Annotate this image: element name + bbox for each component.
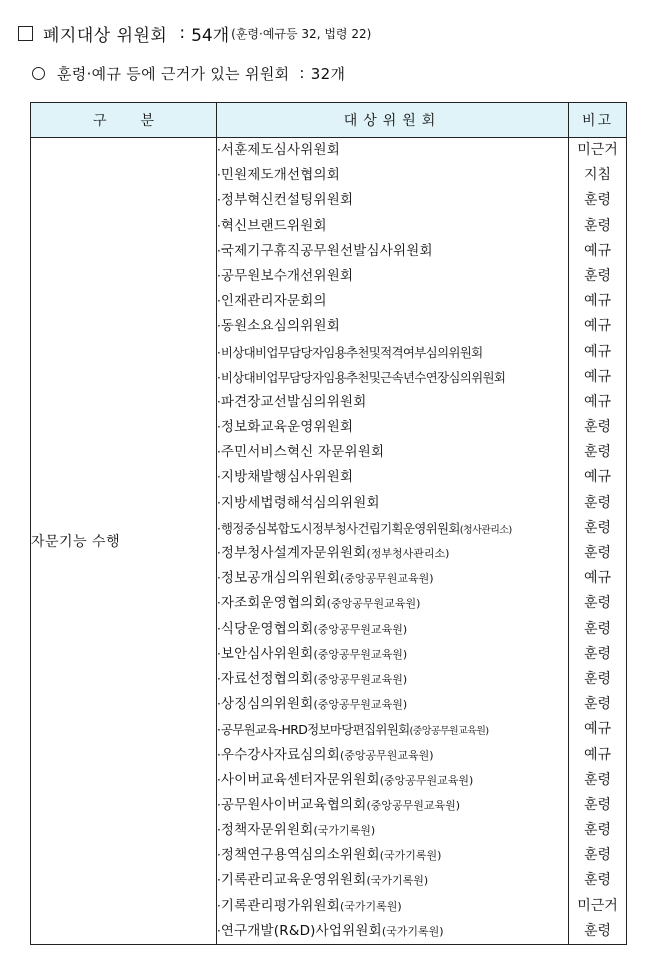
middle-dot-icon: ·	[217, 671, 221, 686]
list-item	[217, 214, 568, 239]
middle-dot-icon: ·	[217, 772, 221, 787]
section-title	[18, 20, 371, 46]
committee-name: 정책자문위원회	[220, 822, 314, 839]
committee-name: 정책연구용역심의소위원회	[220, 847, 380, 864]
list-item	[217, 642, 568, 667]
committee-name: 연구개발(R&D)사업위원회	[220, 922, 382, 939]
middle-dot-icon: ·	[217, 268, 221, 283]
committee-org: (중앙공무원교육원)	[326, 597, 421, 611]
committee-org: (중앙공무원교육원)	[313, 672, 408, 686]
list-item	[217, 440, 568, 465]
committee-org: (중앙공무원교육원)	[379, 773, 474, 787]
middle-dot-icon: ·	[217, 747, 221, 762]
note-cell: 예규	[583, 343, 612, 360]
list-item	[217, 591, 568, 616]
committee-name: 동원소요심의위원회	[220, 318, 340, 335]
header-category	[31, 103, 217, 138]
committee-name: 비상대비업무담당자임용추천및근속년수연장심의위원회	[220, 369, 506, 385]
subsection-title	[32, 62, 345, 84]
committee-table	[30, 102, 627, 945]
note-cell: 훈령	[583, 822, 612, 839]
note-cell: 훈령	[583, 217, 612, 234]
list-item	[217, 743, 568, 768]
note-cell: 훈령	[583, 192, 612, 209]
subtitle-text: 훈령·예규 등에 근거가 있는 위원회	[57, 64, 290, 83]
list-item	[217, 465, 568, 490]
middle-dot-icon: ·	[217, 873, 221, 888]
list-item	[217, 340, 568, 365]
middle-dot-icon: ·	[217, 823, 221, 838]
committee-org: (국가기록원)	[313, 824, 376, 838]
committee-org: (중앙공무원교육원)	[313, 698, 408, 712]
middle-dot-icon: ·	[217, 394, 221, 409]
committee-org: (국가기록원)	[379, 849, 442, 863]
list-item	[217, 516, 568, 541]
table-header-row	[31, 103, 627, 138]
middle-dot-icon: ·	[217, 697, 221, 712]
middle-dot-icon: ·	[217, 143, 221, 157]
committee-org: (정부청사관리소)	[366, 547, 450, 560]
note-cell: 예규	[583, 746, 612, 763]
note-cell: 예규	[583, 242, 612, 259]
note-cell: 훈령	[583, 670, 612, 687]
committee-name: 파견장교선발심의위원회	[220, 393, 367, 410]
note-cell: 예규	[583, 318, 612, 335]
list-item	[217, 390, 568, 415]
list-item	[217, 289, 568, 314]
committee-org: (중앙공무원교육원)	[313, 647, 408, 661]
list-item	[217, 818, 568, 843]
note-cell: 예규	[583, 293, 612, 310]
middle-dot-icon: ·	[217, 470, 221, 485]
note-list	[569, 138, 627, 945]
note-cell: 훈령	[583, 922, 612, 939]
committee-name: 정부혁신컨설팅위원회	[220, 192, 354, 209]
list-item	[217, 163, 568, 188]
middle-dot-icon: ·	[217, 848, 221, 863]
middle-dot-icon: ·	[217, 797, 221, 812]
header-note: 비고	[569, 103, 627, 138]
note-cell: 훈령	[583, 847, 612, 864]
list-item	[217, 617, 568, 642]
committee-name: 비상대비업무담당자임용추천및적격여부심의위원회	[220, 344, 483, 360]
list-item	[217, 894, 568, 919]
middle-dot-icon: ·	[217, 193, 221, 208]
committee-name: 인재관리자문회의	[220, 293, 327, 310]
note-cell: 훈령	[583, 771, 612, 788]
list-item	[217, 415, 568, 440]
note-cell: 훈령	[583, 620, 612, 637]
middle-dot-icon: ·	[217, 495, 221, 510]
middle-dot-icon: ·	[217, 898, 221, 913]
list-item	[217, 667, 568, 692]
committee-name: 주민서비스혁신 자문위원회	[220, 444, 385, 461]
note-cell: 훈령	[583, 645, 612, 662]
table-row	[31, 138, 627, 945]
middle-dot-icon: ·	[217, 923, 221, 938]
note-cell: 훈령	[583, 419, 612, 436]
middle-dot-icon: ·	[217, 571, 221, 586]
note-cell: 훈령	[583, 267, 612, 284]
committee-name: 정보화교육운영위원회	[220, 419, 354, 436]
middle-dot-icon: ·	[217, 646, 221, 661]
committee-list	[217, 138, 569, 945]
list-item	[217, 793, 568, 818]
list-item	[217, 768, 568, 793]
note-cell: 미근거	[577, 142, 618, 158]
list-item	[217, 264, 568, 289]
checkbox-icon	[18, 26, 33, 41]
list-item	[217, 541, 568, 566]
list-item	[217, 365, 568, 390]
committee-org: (청사관리소)	[459, 524, 512, 536]
note-cell: 예규	[583, 368, 612, 385]
middle-dot-icon: ·	[217, 319, 221, 334]
committee-name: 자조회운영협의회	[220, 595, 327, 612]
title-count: 54개	[191, 25, 230, 46]
note-cell: 훈령	[583, 519, 612, 536]
category-cell: 자문기능 수행	[31, 138, 217, 945]
list-item	[217, 566, 568, 591]
committee-name: 상징심의위원회	[220, 696, 314, 713]
middle-dot-icon: ·	[217, 420, 221, 435]
committee-name: 식당운영협의회	[220, 620, 314, 637]
committee-name: 혁신브랜드위원회	[220, 217, 327, 234]
committee-org: (국가기록원)	[340, 899, 402, 913]
header-category-right: 분	[140, 113, 155, 129]
note-cell: 예규	[583, 393, 612, 410]
middle-dot-icon: ·	[217, 345, 221, 360]
committee-name: 국제기구휴직공무원선발심사위원회	[220, 242, 433, 259]
committee-name: 정보공개심의위원회	[220, 570, 340, 587]
list-item	[217, 314, 568, 339]
circle-bullet-icon	[32, 67, 45, 80]
middle-dot-icon: ·	[217, 370, 221, 385]
note-cell: 예규	[583, 469, 612, 486]
note-cell: 훈령	[583, 796, 612, 813]
committee-name: 기록관리교육운영위원회	[220, 872, 367, 889]
list-item	[217, 138, 568, 163]
list-item	[217, 692, 568, 717]
note-cell: 훈령	[583, 545, 612, 561]
middle-dot-icon: ·	[217, 445, 221, 460]
middle-dot-icon: ·	[217, 243, 221, 258]
list-item	[217, 717, 568, 742]
committee-org: (국가기록원)	[381, 924, 444, 938]
middle-dot-icon: ·	[217, 621, 221, 636]
list-item	[217, 843, 568, 868]
list-item	[217, 491, 568, 516]
note-cell: 예규	[583, 721, 612, 738]
note-cell: 예규	[583, 570, 612, 587]
note-cell: 지침	[583, 167, 612, 184]
note-cell: 미근거	[577, 897, 618, 914]
middle-dot-icon: ·	[217, 168, 221, 183]
list-item	[217, 919, 568, 944]
list-item	[217, 868, 568, 893]
note-cell: 훈령	[583, 444, 612, 461]
title-main: 폐지대상 위원회	[43, 25, 168, 46]
subtitle-separator: :	[299, 64, 305, 82]
note-cell: 훈령	[583, 872, 612, 889]
list-item	[217, 188, 568, 213]
middle-dot-icon: ·	[217, 723, 221, 738]
note-cell: 훈령	[583, 595, 612, 612]
committee-name: 공무원보수개선위원회	[220, 267, 354, 284]
committee-name: 자료선정협의회	[220, 670, 314, 687]
middle-dot-icon: ·	[217, 546, 221, 560]
list-item	[217, 239, 568, 264]
committee-org: (국가기록원)	[366, 874, 429, 888]
committee-name: 우수강사자료심의회	[220, 746, 340, 763]
title-note: (훈령·예규등 32, 법령 22)	[231, 26, 372, 41]
middle-dot-icon: ·	[217, 218, 221, 233]
note-cell: 훈령	[583, 494, 612, 511]
committee-name: 사이버교육센터자문위원회	[220, 771, 380, 788]
committee-name: 지방세법령해석심의위원회	[220, 494, 380, 511]
committee-name: 기록관리평가위원회	[220, 897, 340, 914]
committee-org: (중앙공무원교육원)	[340, 572, 434, 586]
committee-name: 공무원교육-HRD정보마당편집위원회	[220, 722, 410, 738]
committee-name: 지방채발행심사위원회	[220, 469, 354, 486]
committee-name: 정부청사설계자문위원회	[220, 545, 367, 561]
committee-name: 보안심사위원회	[220, 645, 314, 662]
middle-dot-icon: ·	[217, 521, 221, 536]
committee-org: (중앙공무원교육원)	[313, 622, 408, 636]
committee-name: 행정중심복합도시정부청사건립기획운영위원회	[220, 520, 460, 536]
header-committee-name: 대상위원회	[217, 103, 569, 138]
committee-org: (중앙공무원교육원)	[409, 726, 489, 738]
committee-name: 서훈제도심사위원회	[220, 142, 340, 158]
note-cell: 훈령	[583, 696, 612, 713]
header-category-left: 구	[92, 113, 107, 129]
title-separator: :	[179, 23, 186, 43]
middle-dot-icon: ·	[217, 596, 221, 611]
committee-org: (중앙공무원교육원)	[366, 798, 461, 812]
committee-name: 공무원사이버교육협의회	[220, 796, 367, 813]
committee-name: 민원제도개선협의회	[220, 167, 340, 184]
subtitle-count: 32개	[310, 64, 346, 83]
committee-org: (중앙공무원교육원)	[340, 748, 434, 762]
middle-dot-icon: ·	[217, 294, 221, 309]
